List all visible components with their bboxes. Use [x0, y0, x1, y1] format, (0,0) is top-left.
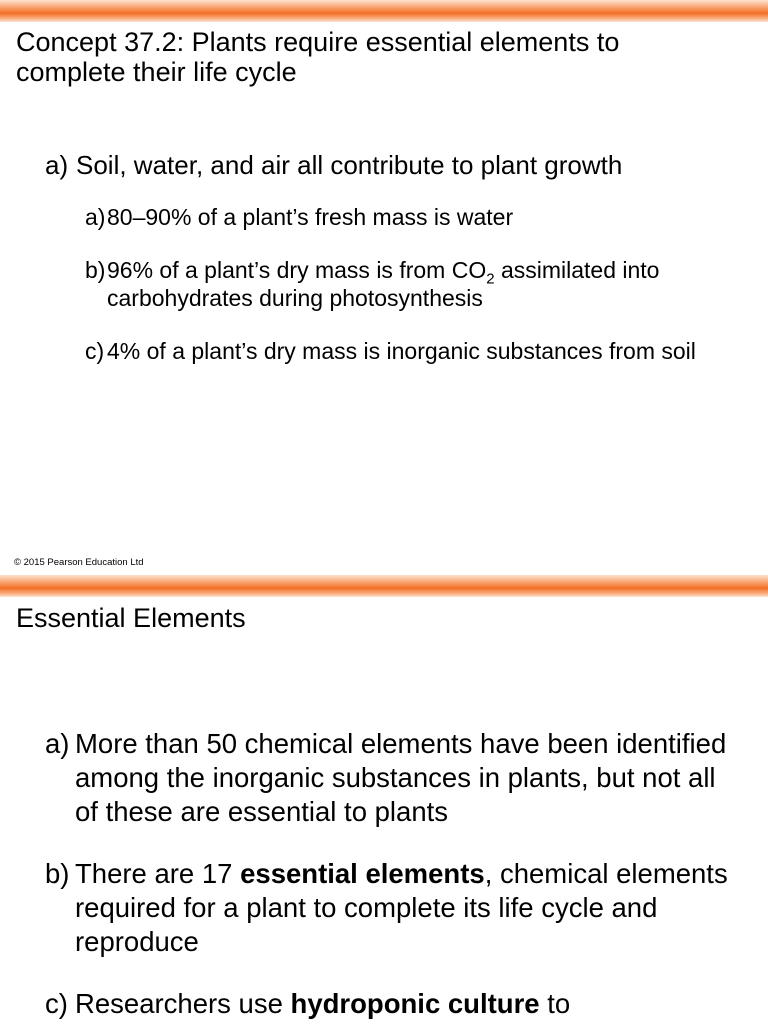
bullet-marker: a)	[85, 204, 106, 230]
slide-2-bullet-c	[45, 987, 745, 1021]
bullet-text	[45, 857, 745, 959]
text-part: to	[539, 988, 571, 1019]
slide-divider-bar	[0, 575, 768, 597]
co2-subscript: 2	[486, 270, 495, 288]
bullet-text: More than 50 chemical elements have been identified among the inorganic substances in plants, but not all of these are essential to plants	[75, 728, 727, 827]
bullet-marker: c)	[45, 988, 68, 1019]
text-part: assimilated into carbohydrates during photosynthesis	[107, 257, 660, 311]
slide-1-sub-bullet-a	[85, 203, 745, 231]
slide-1-bullet-a	[45, 150, 745, 180]
term-hydroponic-culture: hydroponic culture	[290, 988, 540, 1019]
bullet-text: 80–90% of a plant’s fresh mass is water	[107, 204, 514, 230]
bullet-text: 4% of a plant’s dry mass is inorganic substances from soil	[107, 338, 696, 364]
term-essential-elements: essential elements	[240, 858, 485, 889]
slide-2	[0, 597, 768, 1024]
bullet-marker: b)	[85, 257, 106, 283]
text-part: Researchers use	[75, 988, 291, 1019]
text-part: 96% of a plant’s dry mass is from CO	[107, 257, 487, 283]
slide-2-title: Essential Elements	[16, 603, 246, 633]
bullet-marker: a)	[45, 728, 70, 759]
bullet-text	[85, 256, 745, 312]
copyright-notice: © 2015 Pearson Education Ltd	[14, 557, 144, 568]
slide-2-bullet-b	[45, 857, 745, 959]
bullet-text	[45, 987, 745, 1021]
slide-1-sub-bullet-b	[85, 256, 745, 312]
bullet-marker: a)	[45, 150, 69, 180]
text-part: There are 17	[75, 858, 241, 889]
bullet-text: Soil, water, and air all contribute to plant growth	[76, 150, 623, 180]
slide-2-bullet-a	[45, 727, 745, 829]
slide-1-sub-bullet-c	[85, 337, 745, 365]
bullet-marker: b)	[45, 858, 70, 889]
text-part: , chemical elements required for a plant to complete its life cycle and reproduce	[75, 858, 728, 957]
slide-1-title: Concept 37.2: Plants require essential elements to complete their life cycle	[16, 27, 620, 87]
bullet-marker: c)	[85, 338, 105, 364]
